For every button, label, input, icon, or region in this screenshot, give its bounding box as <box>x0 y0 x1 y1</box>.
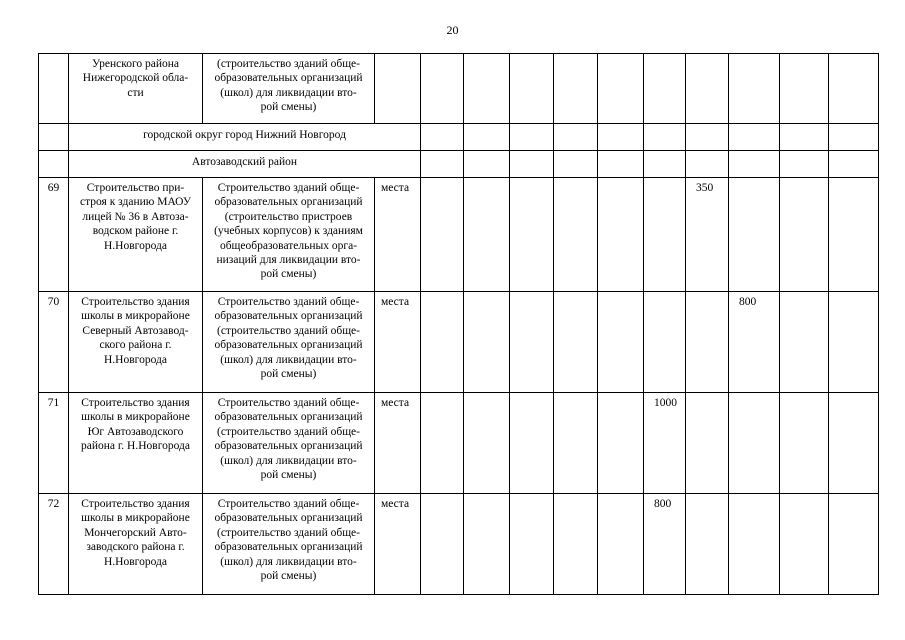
value-cell <box>829 292 879 393</box>
value-cell <box>421 393 464 494</box>
direction-cell <box>203 393 375 494</box>
direction-line: образовательных организаций <box>214 512 363 525</box>
direction-line: Строительство зданий обще- <box>217 182 360 194</box>
direction-line: рой смены) <box>260 101 317 114</box>
value-cell <box>729 494 780 595</box>
value-cell <box>510 54 554 124</box>
value-cell <box>598 494 644 595</box>
value-cell <box>421 494 464 595</box>
value-cell <box>554 393 598 494</box>
row-number-cell: 71 <box>39 393 69 494</box>
object-name-line: ского района г. <box>99 339 172 352</box>
object-name-line: сти <box>127 86 144 99</box>
value-cell <box>780 178 829 292</box>
object-name-line: Юг Автозаводского <box>87 425 184 438</box>
direction-cell <box>203 292 375 393</box>
group-heading-row <box>39 124 879 151</box>
value-cell <box>464 494 510 595</box>
direction-line: общеобразовательных орга- <box>219 239 358 252</box>
object-name-line: Строительство при- <box>86 182 185 194</box>
direction-line: (школ) для ликвидации вто- <box>220 86 357 99</box>
value-cell <box>780 393 829 494</box>
value-cell <box>598 178 644 292</box>
direction-line: Строительство зданий обще- <box>217 296 360 308</box>
value-cell <box>829 124 879 151</box>
direction-line: образовательных организаций <box>214 310 363 323</box>
direction-line: Строительство зданий обще- <box>217 498 360 510</box>
object-name-line: водском районе г. <box>92 225 179 238</box>
direction-line: рой смены) <box>260 570 317 583</box>
direction-line: (школ) для ликвидации вто- <box>220 454 357 467</box>
value-cell <box>510 151 554 178</box>
unit-cell: места <box>375 494 421 595</box>
value-cell <box>780 54 829 124</box>
value-cell <box>421 292 464 393</box>
object-name-cell <box>69 393 203 494</box>
direction-line: образовательных организаций <box>214 541 363 554</box>
value-cell <box>644 178 686 292</box>
value-cell <box>780 292 829 393</box>
object-name-line: школы в микрорайоне <box>81 411 190 424</box>
direction-line: образовательных организаций <box>214 72 363 85</box>
direction-line: (строительство зданий обще- <box>217 58 360 70</box>
value-cell <box>829 54 879 124</box>
value-cell: 1000 <box>644 393 686 494</box>
direction-cell <box>203 54 375 124</box>
value-cell <box>686 151 729 178</box>
direction-line: Строительство зданий обще- <box>217 397 360 409</box>
direction-line: (строительство зданий обще- <box>217 526 360 539</box>
value-cell <box>598 124 644 151</box>
table-row <box>39 393 879 494</box>
row-number-cell: 72 <box>39 494 69 595</box>
row-number-cell <box>39 54 69 124</box>
direction-line: рой смены) <box>260 469 317 482</box>
value-cell <box>598 151 644 178</box>
unit-cell: места <box>375 393 421 494</box>
object-name-cell <box>69 494 203 595</box>
value-cell <box>780 151 829 178</box>
table-row <box>39 292 879 393</box>
value-cell <box>780 124 829 151</box>
unit-cell: места <box>375 178 421 292</box>
value-cell <box>686 54 729 124</box>
row-number-cell <box>39 151 69 178</box>
unit-cell <box>375 54 421 124</box>
object-name-line: Мончегорский Авто- <box>84 526 187 539</box>
value-cell <box>510 178 554 292</box>
value-cell <box>464 124 510 151</box>
direction-cell <box>203 494 375 595</box>
value-cell <box>686 292 729 393</box>
value-cell <box>554 178 598 292</box>
direction-line: низаций для ликвидации вто- <box>216 254 361 267</box>
value-cell <box>464 178 510 292</box>
direction-line: (школ) для ликвидации вто- <box>220 555 357 568</box>
object-name-line: Н.Новгорода <box>104 353 167 366</box>
object-name-line: Строительство здания <box>81 498 190 510</box>
object-name-line: Строительство здания <box>81 397 190 409</box>
value-cell: 350 <box>686 178 729 292</box>
direction-line: образовательных организаций <box>214 411 363 424</box>
value-cell <box>729 124 780 151</box>
continued-row <box>39 54 879 124</box>
object-name-line: школы в микрорайоне <box>81 512 190 525</box>
direction-line: (строительство зданий обще- <box>217 324 360 337</box>
value-cell <box>464 151 510 178</box>
page-number: 20 <box>446 23 459 37</box>
value-cell <box>729 178 780 292</box>
value-cell <box>464 54 510 124</box>
direction-line: образовательных организаций <box>214 339 363 352</box>
value-cell <box>554 292 598 393</box>
object-name-cell <box>69 178 203 292</box>
value-cell <box>510 494 554 595</box>
object-name-cell <box>69 54 203 124</box>
value-cell <box>598 393 644 494</box>
direction-line: рой смены) <box>260 368 317 381</box>
direction-line: (учебных корпусов) к зданиям <box>214 225 363 238</box>
value-cell <box>686 494 729 595</box>
unit-cell: места <box>375 292 421 393</box>
value-cell <box>598 292 644 393</box>
row-number-cell <box>39 124 69 151</box>
row-number-cell: 70 <box>39 292 69 393</box>
table-row <box>39 494 879 595</box>
value-cell <box>510 393 554 494</box>
direction-line: (строительство пристроев <box>224 210 353 223</box>
value-cell <box>598 54 644 124</box>
table-row <box>39 178 879 292</box>
value-cell <box>780 494 829 595</box>
direction-line: образовательных организаций <box>214 196 363 209</box>
value-cell <box>644 124 686 151</box>
direction-line: (строительство зданий обще- <box>217 425 360 438</box>
value-cell <box>729 151 780 178</box>
direction-line: образовательных организаций <box>214 440 363 453</box>
value-cell <box>464 292 510 393</box>
object-name-cell <box>69 292 203 393</box>
object-name-line: лицей № 36 в Автоза- <box>82 210 189 223</box>
row-number-cell: 69 <box>39 178 69 292</box>
object-name-line: Строительство здания <box>81 296 190 308</box>
object-name-line: строя к зданию МАОУ <box>79 196 191 209</box>
value-cell <box>421 124 464 151</box>
value-cell <box>829 178 879 292</box>
value-cell <box>421 151 464 178</box>
object-name-line: Северный Автозавод- <box>82 324 189 337</box>
value-cell: 800 <box>644 494 686 595</box>
direction-line: (школ) для ликвидации вто- <box>220 353 357 366</box>
value-cell <box>644 151 686 178</box>
value-cell <box>554 494 598 595</box>
object-name-line: заводского района г. <box>86 541 185 554</box>
value-cell <box>510 124 554 151</box>
object-name-line: Н.Новгорода <box>104 555 167 568</box>
object-name-line: Нижегородской обла- <box>82 72 189 85</box>
value-cell <box>510 292 554 393</box>
group-heading-cell: городской округ город Нижний Новгород <box>69 124 421 151</box>
direction-cell <box>203 178 375 292</box>
object-name-line: Уренского района <box>91 58 180 70</box>
object-name-line: Н.Новгорода <box>104 239 167 252</box>
group-heading-cell: Автозаводский район <box>69 151 421 178</box>
value-cell <box>686 124 729 151</box>
value-cell <box>554 54 598 124</box>
value-cell <box>554 124 598 151</box>
group-heading-row <box>39 151 879 178</box>
value-cell <box>729 54 780 124</box>
object-name-line: школы в микрорайоне <box>81 310 190 323</box>
value-cell <box>644 54 686 124</box>
value-cell <box>829 494 879 595</box>
value-cell <box>829 393 879 494</box>
direction-line: рой смены) <box>260 268 317 281</box>
value-cell <box>686 393 729 494</box>
value-cell <box>554 151 598 178</box>
value-cell <box>829 151 879 178</box>
value-cell <box>464 393 510 494</box>
value-cell <box>421 54 464 124</box>
investment-program-table <box>38 53 879 595</box>
value-cell <box>421 178 464 292</box>
value-cell <box>644 292 686 393</box>
object-name-line: района г. Н.Новгорода <box>80 440 191 453</box>
value-cell: 800 <box>729 292 780 393</box>
value-cell <box>729 393 780 494</box>
